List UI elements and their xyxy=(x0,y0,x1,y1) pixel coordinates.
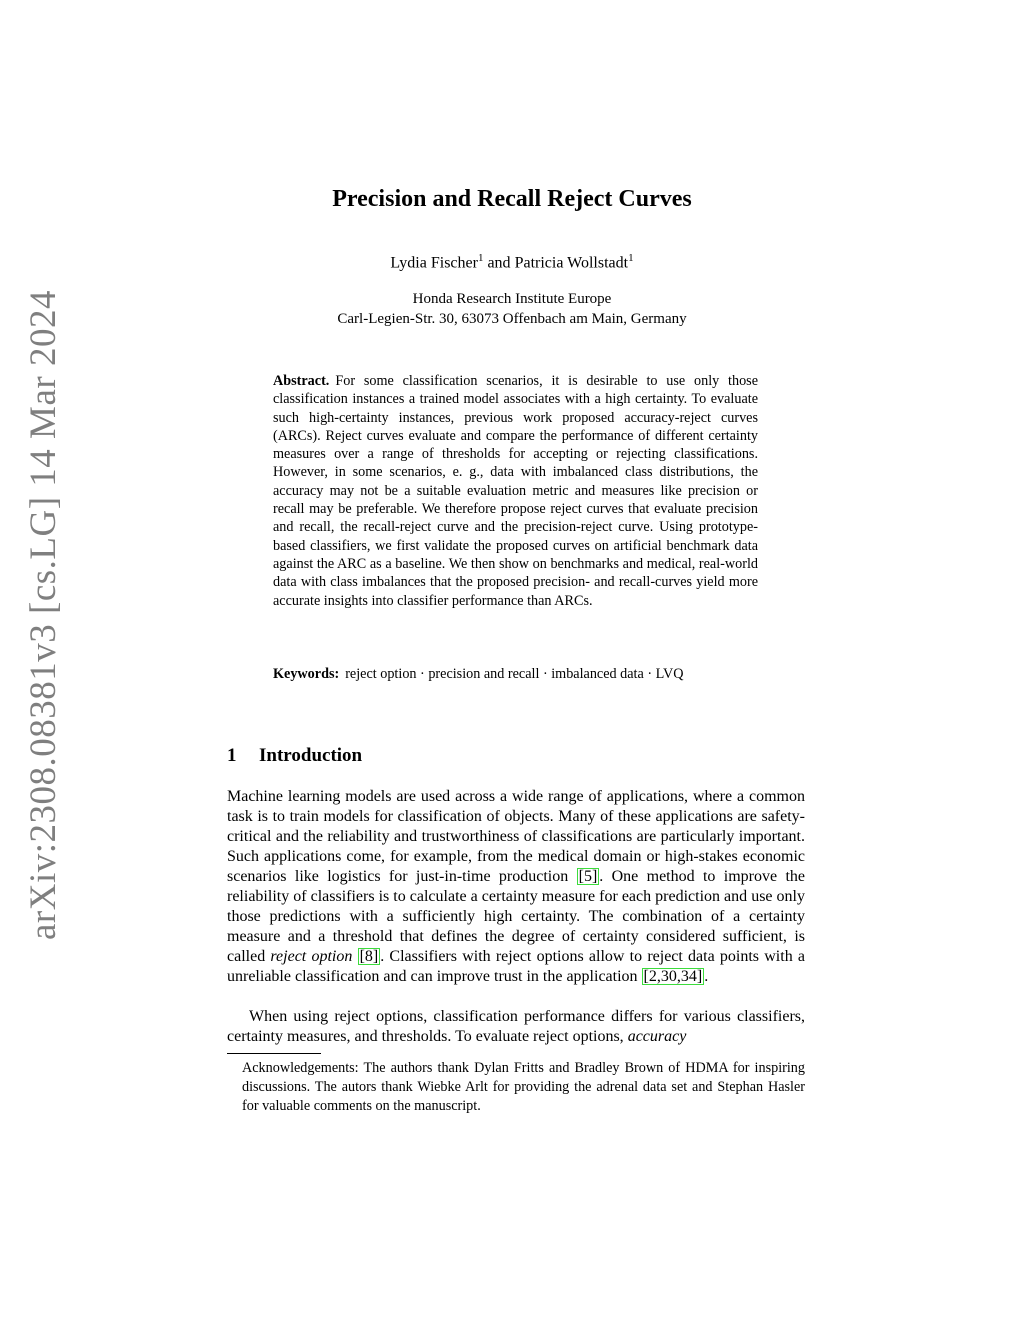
affiliation-mark: 1 xyxy=(628,252,634,264)
keywords xyxy=(273,665,758,683)
keywords-label: Keywords: xyxy=(273,666,340,682)
author-name: Lydia Fischer xyxy=(390,254,478,272)
emphasized-term: reject option xyxy=(270,948,353,965)
section-number: 1 xyxy=(227,745,237,766)
intro-paragraph-1 xyxy=(227,787,805,987)
paragraph-text: Machine learning models are used across a wide range of applications, where a common task is to train models for classification of objects. Many of these applications are safety-critical and the reliability and trustworthiness of classifications are particularly important. Such applications come, for example, from the medical domain or high-stakes economic scenarios like logistics for just-in-time production xyxy=(227,788,805,885)
abstract-text: For some classification scenarios, it is desirable to use only those classification instances a trained model associates with a high certainty. To evaluate such high-certainty instances, previous work proposed accuracy-reject curves (ARCs). Reject curves evaluate and compare the performance of different certainty measures over a range of thresholds for accepting or rejecting classifications. However, in some scenarios, e. g., data with imbalanced class distributions, the accuracy may not be a suitable evaluation metric and measures like precision or recall may be preferable. We therefore propose reject curves that evaluate precision and recall, the recall-reject curve and the precision-reject curve. Using prototype-based classifiers, we first validate the proposed curves on artificial benchmark data against the ARC as a baseline. We then show on benchmarks and medical, real-world data with class imbalances that the proposed precision- and recall-curves yield more accurate insights into classifier performance than ARCs. xyxy=(273,373,758,609)
affiliation-institute: Honda Research Institute Europe xyxy=(412,291,612,307)
acknowledgements-footnote: Acknowledgements: The authors thank Dylan Fritts and Bradley Brown of HDMA for inspiring discussions. The autors thank Wiebke Arlt for providing the adrenal data set and Stephan Hasler for valuable comments on the manuscript. xyxy=(242,1060,805,1114)
paragraph-text: . Classifiers with reject options allow to reject data points with a unreliable classification and can improve trust in the application xyxy=(227,948,805,985)
arxiv-identifier-stamp: arXiv:2308.08381v3 [cs.LG] 14 Mar 2024 xyxy=(23,290,64,940)
citation-link[interactable]: [2,30,34] xyxy=(643,968,703,985)
affiliation-address: Carl-Legien-Str. 30, 63073 Offenbach am Main, Germany xyxy=(337,311,687,327)
paragraph-text: . xyxy=(704,968,709,985)
abstract xyxy=(273,372,758,610)
paper-title: Precision and Recall Reject Curves xyxy=(332,186,692,212)
author-name: Patricia Wollstadt xyxy=(514,254,629,272)
intro-paragraph-2 xyxy=(227,1007,805,1047)
paragraph-text: When using reject options, classification performance differs for various classifiers, certainty measures, and thresholds. To evaluate reject options, xyxy=(227,1008,805,1045)
affiliation-block xyxy=(0,289,1024,329)
emphasized-term: accuracy xyxy=(627,1028,687,1045)
section-heading xyxy=(227,745,362,767)
keywords-text: reject option · precision and recall · imbalanced data · LVQ xyxy=(345,666,684,682)
section-title: Introduction xyxy=(259,745,363,766)
abstract-label: Abstract. xyxy=(273,373,330,389)
footnote-divider xyxy=(227,1053,321,1054)
affiliation-mark: 1 xyxy=(477,252,484,264)
citation-link[interactable]: [5] xyxy=(578,868,598,885)
citation-link[interactable]: [8] xyxy=(359,948,379,965)
paragraph-text: . One method to improve the reliability of classifiers is to calculate a certainty measure for each prediction and use only those predictions with a sufficiently high certainty. The combination of a certainty measure and a threshold that defines the degree of certainty considered sufficient, is called xyxy=(227,868,805,965)
author-line xyxy=(0,252,1024,272)
author-joiner: and xyxy=(487,254,511,272)
